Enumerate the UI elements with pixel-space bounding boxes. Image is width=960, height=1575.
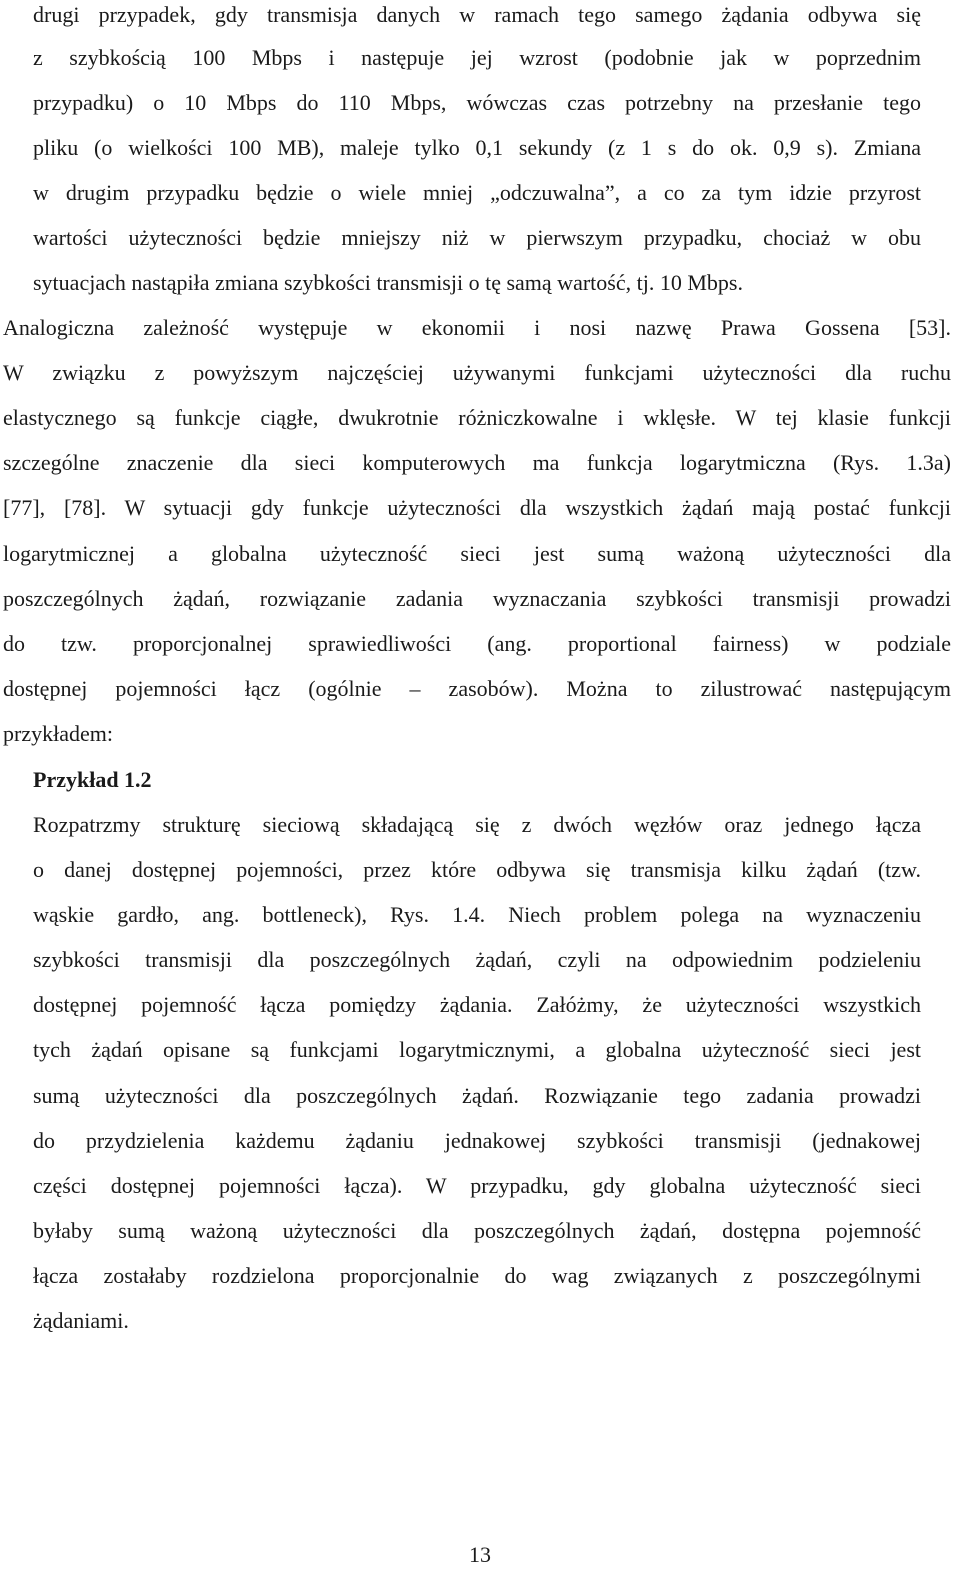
text-line: przypadku) o 10 Mbps do 110 Mbps, wówczas czas potrzebny na przesłanie tego (33, 90, 921, 115)
text-line: wartości użyteczności będzie mniejszy niż w pierwszym przypadku, chociaż w obu (33, 225, 921, 250)
example-heading: Przykład 1.2 (33, 767, 152, 792)
page-number: 13 (469, 1542, 491, 1567)
text-line: Analogiczna zależność występuje w ekonomii i nosi nazwę Prawa Gossena [53]. (3, 315, 951, 340)
text-line: żądaniami. (33, 1308, 129, 1333)
text-line: [77], [78]. W sytuacji gdy funkcje użyteczności dla wszystkich żądań mają postać funkcji (3, 495, 951, 520)
text-line: części dostępnej pojemności łącza). W przypadku, gdy globalna użyteczność sieci (33, 1173, 921, 1198)
text-line: pliku (o wielkości 100 MB), maleje tylko 0,1 sekundy (z 1 s do ok. 0,9 s). Zmiana (33, 135, 921, 160)
text-line: przykładem: (3, 721, 113, 746)
text-line: W związku z powyższym najczęściej używanymi funkcjami użyteczności dla ruchu (3, 360, 951, 385)
text-line: o danej dostępnej pojemności, przez które odbywa się transmisja kilku żądań (tzw. (33, 857, 921, 882)
text-line: do tzw. proporcjonalnej sprawiedliwości (ang. proportional fairness) w podziale (3, 631, 951, 656)
text-line: sytuacjach nastąpiła zmiana szybkości transmisji o tę samą wartość, tj. 10 Mbps. (33, 270, 743, 295)
text-line: elastycznego są funkcje ciągłe, dwukrotnie różniczkowalne i wklęsłe. W tej klasie funkcji (3, 405, 951, 430)
text-line: drugi przypadek, gdy transmisja danych w ramach tego samego żądania odbywa się (33, 2, 921, 27)
text-line: do przydzielenia każdemu żądaniu jednakowej szybkości transmisji (jednakowej (33, 1128, 921, 1153)
text-line: szybkości transmisji dla poszczególnych żądań, czyli na odpowiednim podzieleniu (33, 947, 921, 972)
text-line: dostępnej pojemności łącz (ogólnie – zasobów). Można to zilustrować następującym (3, 676, 951, 701)
text-line: szczególne znaczenie dla sieci komputerowych ma funkcja logarytmiczna (Rys. 1.3a) (3, 450, 951, 475)
text-line: tych żądań opisane są funkcjami logarytmicznymi, a globalna użyteczność sieci jest (33, 1037, 921, 1062)
text-line: wąskie gardło, ang. bottleneck), Rys. 1.4. Niech problem polega na wyznaczeniu (33, 902, 921, 927)
text-line: w drugim przypadku będzie o wiele mniej „odczuwalna”, a co za tym idzie przyrost (33, 180, 921, 205)
text-line: Rozpatrzmy strukturę sieciową składającą się z dwóch węzłów oraz jednego łącza (33, 812, 921, 837)
text-line: sumą użyteczności dla poszczególnych żądań. Rozwiązanie tego zadania prowadzi (33, 1083, 921, 1108)
text-line: byłaby sumą ważoną użyteczności dla poszczególnych żądań, dostępna pojemność (33, 1218, 921, 1243)
text-line: z szybkością 100 Mbps i następuje jej wzrost (podobnie jak w poprzednim (33, 45, 921, 70)
text-line: poszczególnych żądań, rozwiązanie zadania wyznaczania szybkości transmisji prowadzi (3, 586, 951, 611)
text-line: logarytmicznej a globalna użyteczność sieci jest sumą ważoną użyteczności dla (3, 541, 951, 566)
text-line: łącza zostałaby rozdzielona proporcjonalnie do wag związanych z poszczególnymi (33, 1263, 921, 1288)
text-line: dostępnej pojemność łącza pomiędzy żądania. Załóżmy, że użyteczności wszystkich (33, 992, 921, 1017)
